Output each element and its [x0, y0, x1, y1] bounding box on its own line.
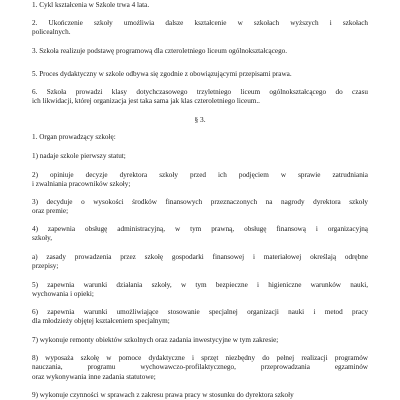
text-line: 1. Cykl kształcenia w Szkole trwa 4 lata.	[32, 1, 150, 9]
text-line: 1. Organ prowadzący szkołę:	[32, 133, 116, 141]
list-item	[32, 336, 368, 345]
section-heading: § 3.	[194, 115, 206, 124]
paragraph-cycle	[32, 1, 368, 10]
paragraph-curriculum	[32, 47, 368, 56]
paragraph-graduation	[32, 19, 368, 38]
text-line: ich likwidacji, której organizacja jest taka sama jak klas czteroletniego liceum..	[32, 97, 260, 106]
text-line: 2) opiniuje decyzje dyrektora szkoły przed ich podjęciem w sprawie zatrudniania	[32, 171, 368, 179]
text-line: 6. Szkoła prowadzi klasy dotychczasowego trzyletniego liceum ogólnokształcącego do czasu	[32, 88, 368, 96]
text-line: 1) nadaje szkole pierwszy statut;	[32, 152, 126, 160]
text-line: oraz premie;	[32, 207, 69, 216]
text-line: oraz wykonywania inne zadania statutowe;	[32, 372, 156, 381]
text-line: 3. Szkoła realizuje podstawę programową dla czteroletniego liceum ogólnokształcącego.	[32, 47, 288, 55]
text-line: policealnych.	[32, 28, 71, 37]
list-item	[32, 171, 368, 190]
document-page	[32, 0, 368, 400]
text-line: 8) wyposaża szkołę w pomoce dydaktyczne i sprzęt niezbędny do pełnej realizacji programów	[32, 354, 368, 362]
text-line: szkoły,	[32, 234, 53, 243]
text-line: nauczania, programu wychowawczo-profilaktycznego, przeprowadzania egzaminów	[32, 363, 368, 372]
text-line: 5. Proces dydaktyczny w szkole odbywa się zgodnie z obowiązującymi przepisami prawa.	[32, 70, 292, 78]
list-item	[32, 152, 368, 161]
text-line: 4) zapewnia obsługę administracyjną, w tym prawną, obsługę finansową i organizacyjną	[32, 225, 368, 233]
paragraph-classes	[32, 88, 368, 107]
list-item	[32, 308, 368, 327]
text-line: 7) wykonuje remonty obiektów szkolnych oraz zadania inwestycyjne w tym zakresie;	[32, 336, 279, 344]
text-line: a) zasady prowadzenia przez szkołę gospodarki finansowej i materiałowej określają odrębne	[32, 253, 368, 261]
list-item	[32, 225, 368, 244]
list-item	[32, 198, 368, 217]
list-item	[32, 253, 368, 272]
list-item	[32, 281, 368, 300]
text-line: 6) zapewnia warunki umożliwiające stosowanie specjalnej organizacji nauki i metod pracy	[32, 308, 368, 316]
text-line: dla młodzieży objętej kształceniem specjalnym;	[32, 317, 170, 326]
text-line: 5) zapewnia warunki działania szkoły, w tym bezpieczne i higieniczne warunków nauki,	[32, 281, 368, 289]
text-line: 2. Ukończenie szkoły umożliwia dalsze kształcenie w szkołach wyższych i szkołach	[32, 19, 368, 27]
list-item	[32, 391, 368, 400]
paragraph-process	[32, 70, 368, 79]
text-line: 3) decyduje o wysokości środków finansowych przeznaczonych na nagrody dyrektora szkoły	[32, 198, 368, 206]
list-item	[32, 354, 368, 382]
text-line: i zwalniania pracowników szkoły;	[32, 180, 131, 189]
text-line: wychowania i opieki;	[32, 290, 94, 299]
text-line: 9) wykonuje czynności w sprawach z zakresu prawa pracy w stosunku do dyrektora szkoły	[32, 391, 294, 399]
paragraph-organ	[32, 133, 368, 142]
text-line: przepisy;	[32, 262, 59, 271]
